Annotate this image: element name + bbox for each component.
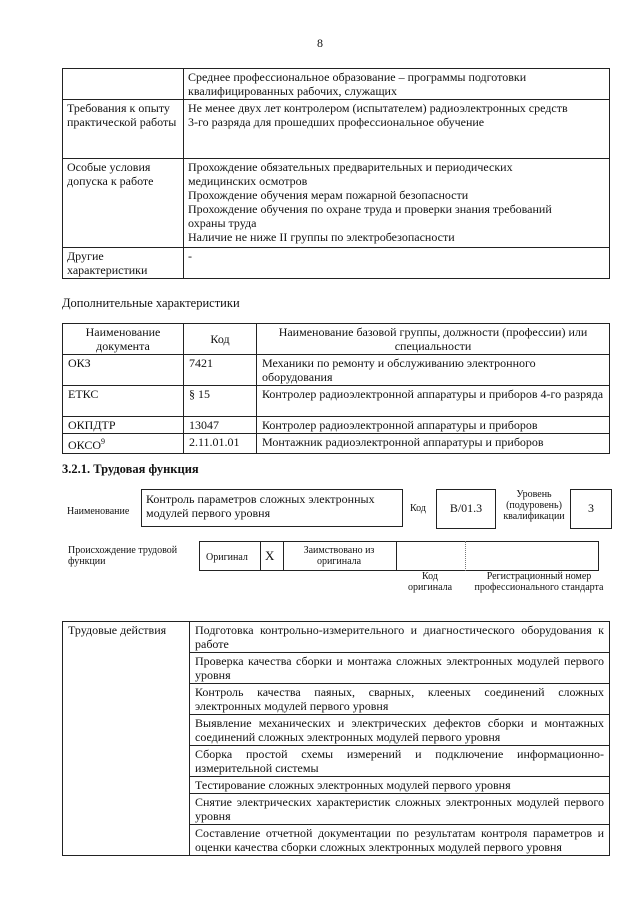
reg-number-label: Регистрационный номер профессионального стандарта xyxy=(474,571,604,593)
text-line: Прохождение обучения по охране труда и проверки знания требований xyxy=(188,202,552,216)
function-name: Контроль параметров сложных электронных модулей первого уровня xyxy=(146,492,375,520)
action-item: Проверка качества сборки и монтажа сложных электронных модулей первого уровня xyxy=(190,653,610,684)
text-line: 3-го разряда для прошедших профессиональное обучение xyxy=(188,115,485,129)
action-item: Подготовка контрольно-измерительного и диагностического оборудования к работе xyxy=(190,622,610,653)
row-value xyxy=(184,159,610,248)
code-label: Код xyxy=(410,503,426,514)
code-original-label: Код оригинала xyxy=(407,571,453,593)
action-item: Составление отчетной документации по результатам контроля параметров и оценки качества сборки сложных электронных модулей первого уровня xyxy=(190,825,610,856)
requirements-table xyxy=(62,68,610,279)
cell-name: Контролер радиоэлектронной аппаратуры и приборов xyxy=(257,417,610,434)
cell-code: 7421 xyxy=(184,355,257,386)
row-value xyxy=(184,100,610,159)
text-line: Прохождение обучения мерам пожарной безопасности xyxy=(188,188,469,202)
function-code: В/01.3 xyxy=(449,501,483,515)
text-line: медицинских осмотров xyxy=(188,174,308,188)
action-item: Снятие электрических характеристик сложных электронных модулей первого уровня xyxy=(190,794,610,825)
row-label: Особые условия допуска к работе xyxy=(63,159,184,248)
text-line: квалифицированных рабочих, служащих xyxy=(188,84,397,98)
level-value: 3 xyxy=(588,501,594,515)
origin-code-divider xyxy=(396,541,466,571)
table-row xyxy=(63,69,610,100)
cell-name: Механики по ремонту и обслуживанию электронного оборудования xyxy=(257,355,610,386)
cell-code: § 15 xyxy=(184,386,257,417)
name-label: Наименование xyxy=(67,506,130,517)
cell-code: 2.11.01.01 xyxy=(184,434,257,454)
function-heading: 3.2.1. Трудовая функция xyxy=(62,462,199,476)
table-row xyxy=(63,417,610,434)
cell-name: Контролер радиоэлектронной аппаратуры и приборов 4-го разряда xyxy=(257,386,610,417)
level-label: Уровень (подуровень) квалификации xyxy=(503,489,565,522)
text-line: Не менее двух лет контролером (испытателем) радиоэлектронных средств xyxy=(188,101,568,115)
table-row xyxy=(63,248,610,279)
table-row xyxy=(63,622,610,653)
original-mark: X xyxy=(265,548,275,563)
table-row xyxy=(63,434,610,454)
origin-label: Происхождение трудовой функции xyxy=(68,545,178,567)
actions-label: Трудовые действия xyxy=(63,622,190,856)
page-number: 8 xyxy=(317,36,323,50)
cell-doc: ОКСО$^9$ xyxy=(63,434,184,454)
cell-doc: ОКПДТР xyxy=(63,417,184,434)
table-row xyxy=(63,100,610,159)
level-box xyxy=(570,489,612,529)
action-item: Сборка простой схемы измерений и подключение информационно-измерительной системы xyxy=(190,746,610,777)
text-line: Прохождение обязательных предварительных и периодических xyxy=(188,160,513,174)
row-label xyxy=(63,69,184,100)
table-row xyxy=(63,386,610,417)
row-label: Другие характеристики xyxy=(63,248,184,279)
cell-code: 13047 xyxy=(184,417,257,434)
table-row xyxy=(63,159,610,248)
cell-doc: ОКЗ xyxy=(63,355,184,386)
function-code-box xyxy=(436,489,496,529)
text-line: Среднее профессиональное образование – программы подготовки xyxy=(188,70,527,84)
action-item: Тестирование сложных электронных модулей первого уровня xyxy=(190,777,610,794)
table-header-row xyxy=(63,324,610,355)
header-name: Наименование базовой группы, должности (профессии) или специальности xyxy=(257,324,610,355)
labor-actions-table xyxy=(62,621,610,856)
footnote-mark: 9 xyxy=(101,437,106,446)
cell-name: Монтажник радиоэлектронной аппаратуры и приборов xyxy=(257,434,610,454)
table-row xyxy=(63,355,610,386)
row-value xyxy=(184,69,610,100)
text-line: охраны труда xyxy=(188,216,257,230)
row-label: Требования к опыту практической работы xyxy=(63,100,184,159)
text-line: - xyxy=(188,249,192,263)
original-label: Оригинал xyxy=(206,552,248,563)
borrowed-label: Заимствовано из оригинала xyxy=(303,545,375,567)
action-item: Выявление механических и электрических дефектов сборки и монтажных соединений сложных электронных модулей первого уровня xyxy=(190,715,610,746)
header-document: Наименование документа xyxy=(63,324,184,355)
header-code: Код xyxy=(184,324,257,355)
action-item: Контроль качества паяных, сварных, клееных соединений сложных электронных модулей первого уровня xyxy=(190,684,610,715)
row-value xyxy=(184,248,610,279)
classifier-table xyxy=(62,323,610,454)
text-line: Наличие не ниже II группы по электробезопасности xyxy=(188,230,455,244)
cell-doc: ЕТКС xyxy=(63,386,184,417)
additional-characteristics-title: Дополнительные характеристики xyxy=(62,296,240,310)
function-name-box xyxy=(141,489,403,527)
